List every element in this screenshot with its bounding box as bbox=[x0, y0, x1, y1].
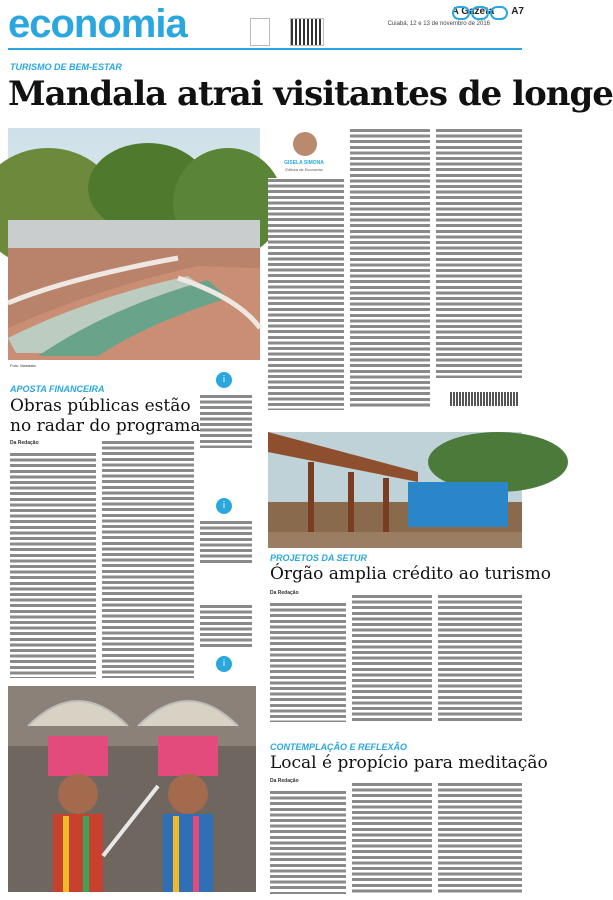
story3-column-1 bbox=[270, 602, 346, 722]
side-note-3 bbox=[200, 604, 252, 648]
section-title: economia bbox=[8, 2, 187, 46]
brand-name: A Gazeta bbox=[451, 6, 494, 17]
building-photo bbox=[268, 432, 522, 548]
main-photo-caption: Foto: Mandala bbox=[10, 363, 36, 368]
header-info-box bbox=[326, 20, 366, 42]
story4-column-3 bbox=[438, 782, 522, 894]
main-story-column-1 bbox=[268, 178, 344, 410]
story2-column-1 bbox=[10, 452, 96, 678]
story3-kicker: PROJETOS DA SETUR bbox=[270, 553, 368, 563]
story4-column-2 bbox=[352, 782, 432, 894]
story4-headline: Local é propício para meditação bbox=[270, 753, 548, 773]
story4-column-1 bbox=[270, 790, 346, 894]
story3-column-3 bbox=[438, 594, 522, 722]
side-note-2 bbox=[200, 520, 252, 564]
main-story-headline: Mandala atrai visitantes de longe bbox=[8, 74, 613, 114]
story3-byline: Da Redação bbox=[270, 590, 299, 596]
dancers-photo bbox=[8, 686, 256, 892]
main-story-column-3 bbox=[436, 128, 522, 378]
story2-headline-line1: Obras públicas estão bbox=[10, 396, 191, 416]
qr-code-icon bbox=[250, 18, 270, 46]
header-rule bbox=[8, 48, 522, 50]
info-icon: i bbox=[216, 372, 232, 388]
info-icon: i bbox=[216, 656, 232, 672]
columnist-avatar bbox=[293, 132, 317, 156]
story2-column-2 bbox=[102, 440, 194, 678]
columnist-role: Editora de Economia bbox=[285, 167, 323, 172]
story3-column-2 bbox=[352, 594, 432, 722]
columnist-name: GISELA SIMONA bbox=[284, 160, 324, 166]
dateline: Cuiabá, 12 e 13 de novembro de 2016 bbox=[387, 21, 490, 27]
page-number: A7 bbox=[511, 6, 524, 17]
side-note-1 bbox=[200, 394, 252, 448]
story2-headline bbox=[10, 396, 201, 436]
story2-headline-line2: no radar do programa bbox=[10, 416, 201, 436]
info-icon: i bbox=[216, 498, 232, 514]
story2-kicker: APOSTA FINANCEIRA bbox=[10, 384, 105, 394]
mandala-photo bbox=[8, 128, 260, 360]
barcode-icon bbox=[290, 18, 324, 46]
main-story-column-2 bbox=[350, 128, 430, 408]
story4-kicker: CONTEMPLAÇÃO E REFLEXÃO bbox=[270, 742, 408, 752]
story2-byline: Da Redação bbox=[10, 440, 39, 446]
main-story-kicker: TURISMO DE BEM-ESTAR bbox=[10, 62, 122, 72]
story3-headline: Órgão amplia crédito ao turismo bbox=[270, 564, 551, 584]
story4-byline: Da Redação bbox=[270, 778, 299, 784]
author-qr-icon bbox=[450, 392, 518, 406]
